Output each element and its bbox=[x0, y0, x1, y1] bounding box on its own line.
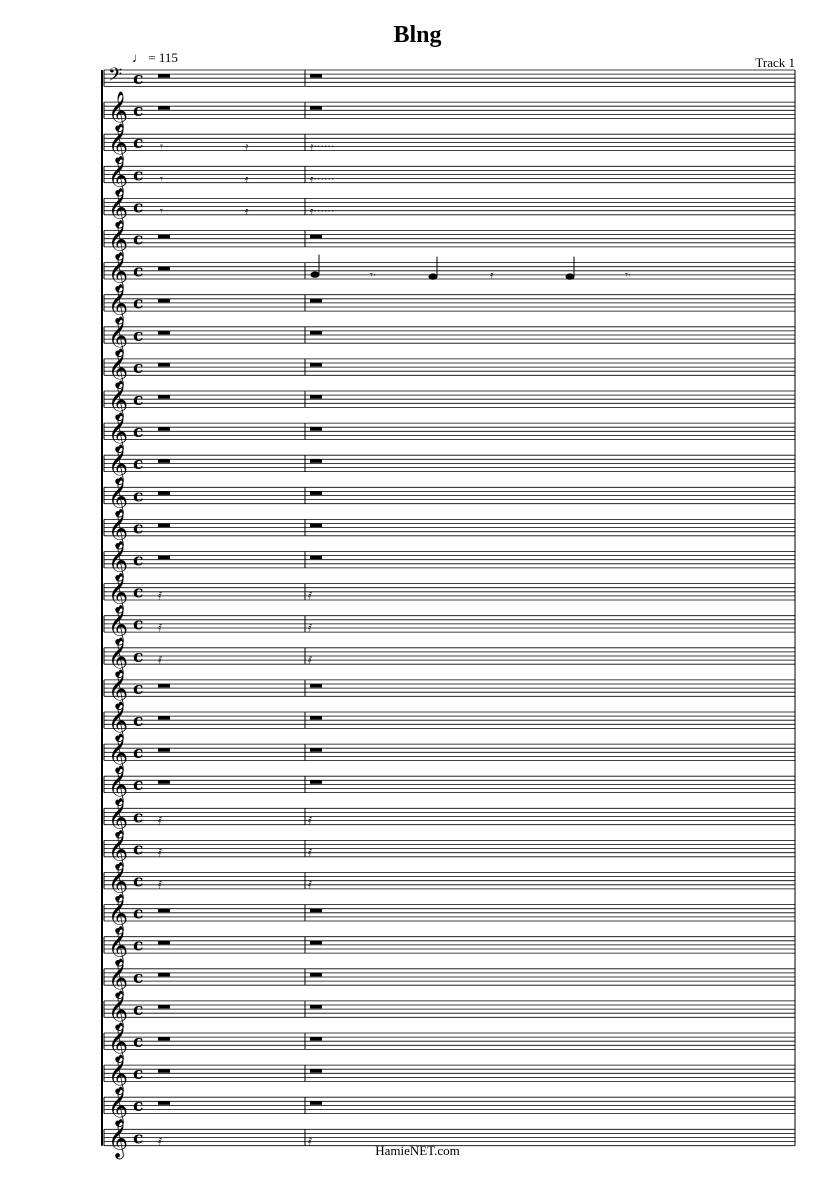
staff-10 bbox=[104, 348, 795, 389]
whole-rest bbox=[158, 1101, 170, 1105]
sixteenth-rest: 𝄿 bbox=[490, 268, 494, 282]
treble-clef-icon: 𝄞 bbox=[108, 829, 129, 870]
time-signature-common: c bbox=[133, 1032, 144, 1052]
whole-rest bbox=[158, 459, 170, 463]
time-signature-common: c bbox=[133, 1096, 144, 1117]
treble-clef-icon: 𝄞 bbox=[108, 572, 129, 613]
time-signature-common: c bbox=[133, 678, 144, 699]
treble-clef-icon: 𝄞 bbox=[108, 1086, 129, 1127]
thirty-second-rest: 𝅀 bbox=[308, 621, 313, 635]
time-signature-common: c bbox=[133, 197, 144, 218]
time-signature-common: c bbox=[133, 967, 144, 988]
treble-clef-icon: 𝄞 bbox=[108, 701, 129, 741]
staff-22 bbox=[104, 733, 795, 774]
treble-clef-icon: 𝄞 bbox=[108, 444, 129, 485]
thirty-second-rest: 𝅀 bbox=[308, 1135, 313, 1149]
time-signature-common: c bbox=[133, 1064, 144, 1085]
treble-clef-icon: 𝄞 bbox=[108, 412, 129, 453]
treble-clef-icon: 𝄞 bbox=[108, 476, 129, 517]
note-head bbox=[311, 271, 320, 277]
staff-15 bbox=[104, 508, 795, 549]
eighth-rest: 𝄾 bbox=[160, 204, 163, 218]
staff-9 bbox=[104, 316, 795, 357]
time-signature-common: c bbox=[133, 646, 144, 667]
staff-8 bbox=[104, 284, 795, 325]
whole-rest bbox=[310, 491, 322, 495]
treble-clef-icon: 𝄞 bbox=[108, 315, 129, 356]
whole-rest bbox=[310, 941, 322, 945]
whole-rest bbox=[158, 556, 170, 560]
thirty-second-rest: 𝅀 bbox=[308, 653, 313, 667]
time-signature-common: c bbox=[133, 582, 144, 603]
staff-16 bbox=[104, 541, 795, 582]
whole-rest bbox=[158, 491, 170, 495]
thirty-second-rest: 𝅀 bbox=[308, 814, 313, 828]
thirty-second-rest: 𝅀 bbox=[158, 621, 163, 635]
whole-rest bbox=[310, 1069, 322, 1073]
whole-rest bbox=[310, 363, 322, 367]
staff-30 bbox=[104, 990, 795, 1031]
whole-rest bbox=[158, 716, 170, 720]
staff-20 bbox=[104, 669, 795, 710]
staff-19 bbox=[104, 637, 795, 678]
staff-25 bbox=[104, 829, 795, 870]
whole-rest bbox=[158, 395, 170, 399]
staff-29 bbox=[104, 958, 795, 999]
staff-6 bbox=[104, 220, 795, 261]
time-signature-common: c bbox=[133, 1128, 144, 1149]
dotted-rest: 𝄿······ bbox=[310, 204, 335, 218]
sixteenth-rest: 𝄿 bbox=[245, 172, 249, 186]
time-signature-common: c bbox=[133, 101, 144, 122]
time-signature-common: c bbox=[133, 550, 144, 571]
staff-2 bbox=[104, 91, 795, 132]
whole-rest bbox=[158, 299, 170, 303]
whole-rest bbox=[158, 1037, 170, 1041]
whole-rest bbox=[310, 235, 322, 239]
staff-14 bbox=[104, 476, 795, 517]
thirty-second-rest: 𝅀 bbox=[308, 589, 313, 603]
thirty-second-rest: 𝅀 bbox=[158, 814, 163, 828]
treble-clef-icon: 𝄞 bbox=[108, 861, 129, 902]
whole-rest bbox=[310, 1101, 322, 1105]
treble-clef-icon: 𝄞 bbox=[108, 636, 129, 677]
treble-clef-icon: 𝄞 bbox=[108, 893, 129, 934]
whole-rest bbox=[310, 973, 322, 977]
time-signature-common: c bbox=[133, 935, 144, 956]
thirty-second-rest: 𝅀 bbox=[308, 878, 313, 892]
time-signature-common: c bbox=[133, 133, 144, 154]
note-head bbox=[566, 273, 575, 279]
time-signature-common: c bbox=[133, 903, 144, 924]
treble-clef-icon: 𝄞 bbox=[108, 91, 129, 132]
staff-7 bbox=[104, 252, 795, 293]
treble-clef-icon: 𝄞 bbox=[108, 540, 129, 581]
treble-clef-icon: 𝄞 bbox=[108, 251, 129, 292]
whole-rest bbox=[310, 780, 322, 784]
staff-3 bbox=[104, 123, 795, 164]
treble-clef-icon: 𝄞 bbox=[108, 508, 129, 549]
staff-1 bbox=[104, 65, 795, 90]
treble-clef-icon: 𝄞 bbox=[108, 123, 129, 164]
staff-5 bbox=[104, 187, 795, 228]
whole-rest bbox=[158, 1069, 170, 1073]
time-signature-common: c bbox=[133, 229, 144, 250]
thirty-second-rest: 𝅀 bbox=[158, 878, 163, 892]
whole-rest bbox=[310, 556, 322, 560]
staff-32 bbox=[104, 1054, 795, 1095]
track-label: Track 1 bbox=[755, 55, 795, 70]
treble-clef-icon: 𝄞 bbox=[108, 380, 129, 420]
time-signature-common: c bbox=[133, 165, 144, 186]
time-signature-common: c bbox=[133, 711, 144, 731]
time-signature-common: c bbox=[133, 839, 144, 860]
whole-rest bbox=[310, 106, 322, 110]
time-signature-common: c bbox=[133, 775, 144, 796]
treble-clef-icon: 𝄞 bbox=[108, 733, 129, 774]
note-head bbox=[429, 273, 438, 279]
time-signature-common: c bbox=[133, 614, 144, 635]
treble-clef-icon: 𝄞 bbox=[108, 219, 129, 260]
treble-clef-icon: 𝄞 bbox=[108, 1054, 129, 1095]
whole-rest bbox=[310, 748, 322, 752]
whole-rest bbox=[158, 235, 170, 239]
treble-clef-icon: 𝄞 bbox=[108, 989, 129, 1030]
staff-23 bbox=[104, 765, 795, 806]
thirty-second-rest: 𝅀 bbox=[158, 653, 163, 667]
time-signature-common: c bbox=[133, 743, 144, 764]
whole-rest bbox=[158, 106, 170, 110]
sixteenth-rest: 𝄿 bbox=[245, 140, 249, 154]
time-signature-common: c bbox=[133, 69, 144, 89]
thirty-second-rest: 𝅀 bbox=[158, 1135, 163, 1149]
staff-18 bbox=[104, 605, 795, 646]
whole-rest bbox=[158, 909, 170, 913]
staff-13 bbox=[104, 444, 795, 485]
time-signature-common: c bbox=[133, 357, 144, 378]
staff-26 bbox=[104, 862, 795, 903]
staff-31 bbox=[104, 1022, 795, 1063]
whole-rest bbox=[158, 427, 170, 431]
treble-clef-icon: 𝄞 bbox=[108, 925, 129, 966]
bass-clef-icon: 𝄢 bbox=[108, 65, 123, 90]
whole-rest bbox=[158, 973, 170, 977]
treble-clef-icon: 𝄞 bbox=[108, 765, 129, 806]
sixteenth-rest: 𝄿 bbox=[245, 204, 249, 218]
staff-11 bbox=[104, 380, 795, 421]
quarter-note-icon: ♩ bbox=[132, 50, 145, 65]
dotted-eighth-rest: 𝄾· bbox=[625, 268, 632, 282]
whole-rest bbox=[310, 395, 322, 399]
whole-rest bbox=[310, 909, 322, 913]
treble-clef-icon: 𝄞 bbox=[108, 283, 129, 324]
whole-rest bbox=[310, 684, 322, 688]
time-signature-common: c bbox=[133, 422, 144, 443]
thirty-second-rest: 𝅀 bbox=[158, 846, 163, 860]
whole-rest bbox=[310, 74, 322, 78]
thirty-second-rest: 𝅀 bbox=[308, 846, 313, 860]
time-signature-common: c bbox=[133, 807, 144, 828]
staff-17 bbox=[104, 573, 795, 614]
time-signature-common: c bbox=[133, 293, 144, 314]
staff-4 bbox=[104, 155, 795, 196]
whole-rest bbox=[158, 363, 170, 367]
dotted-rest: 𝄿······ bbox=[310, 140, 335, 154]
treble-clef-icon: 𝄞 bbox=[108, 797, 129, 838]
whole-rest bbox=[158, 1005, 170, 1009]
staff-33 bbox=[104, 1086, 795, 1127]
treble-clef-icon: 𝄞 bbox=[108, 668, 129, 709]
eighth-rest: 𝄾 bbox=[160, 172, 163, 186]
treble-clef-icon: 𝄞 bbox=[108, 957, 129, 998]
staff-24 bbox=[104, 797, 795, 838]
time-signature-common: c bbox=[133, 325, 144, 346]
whole-rest bbox=[310, 299, 322, 303]
tempo-value: = 115 bbox=[148, 50, 178, 65]
time-signature-common: c bbox=[133, 390, 144, 410]
staff-21 bbox=[104, 701, 795, 742]
whole-rest bbox=[310, 459, 322, 463]
whole-rest bbox=[310, 427, 322, 431]
thirty-second-rest: 𝅀 bbox=[158, 589, 163, 603]
staff-12 bbox=[104, 412, 795, 453]
dotted-rest: 𝄿······ bbox=[310, 172, 335, 186]
footer-publisher[interactable]: HamieNET.com bbox=[375, 1143, 460, 1158]
treble-clef-icon: 𝄞 bbox=[108, 347, 129, 388]
whole-rest bbox=[158, 780, 170, 784]
eighth-rest: 𝄾 bbox=[160, 140, 163, 154]
treble-clef-icon: 𝄞 bbox=[108, 1118, 129, 1159]
whole-rest bbox=[310, 1005, 322, 1009]
dotted-eighth-rest: 𝄾· bbox=[370, 268, 377, 282]
whole-rest bbox=[310, 716, 322, 720]
whole-rest bbox=[158, 941, 170, 945]
time-signature-common: c bbox=[133, 261, 144, 282]
score-title: Blng bbox=[393, 22, 442, 48]
whole-rest bbox=[310, 1037, 322, 1041]
whole-rest bbox=[310, 331, 322, 335]
whole-rest bbox=[158, 748, 170, 752]
time-signature-common: c bbox=[133, 518, 144, 539]
whole-rest bbox=[158, 684, 170, 688]
time-signature-common: c bbox=[133, 486, 144, 507]
time-signature-common: c bbox=[133, 871, 144, 892]
treble-clef-icon: 𝄞 bbox=[108, 1022, 129, 1062]
whole-rest bbox=[158, 267, 170, 271]
whole-rest bbox=[158, 331, 170, 335]
staff-28 bbox=[104, 926, 795, 967]
time-signature-common: c bbox=[133, 999, 144, 1020]
whole-rest bbox=[310, 524, 322, 528]
whole-rest bbox=[158, 74, 170, 78]
staff-27 bbox=[104, 894, 795, 935]
treble-clef-icon: 𝄞 bbox=[108, 155, 129, 196]
time-signature-common: c bbox=[133, 454, 144, 475]
treble-clef-icon: 𝄞 bbox=[108, 604, 129, 645]
whole-rest bbox=[158, 524, 170, 528]
treble-clef-icon: 𝄞 bbox=[108, 187, 129, 228]
